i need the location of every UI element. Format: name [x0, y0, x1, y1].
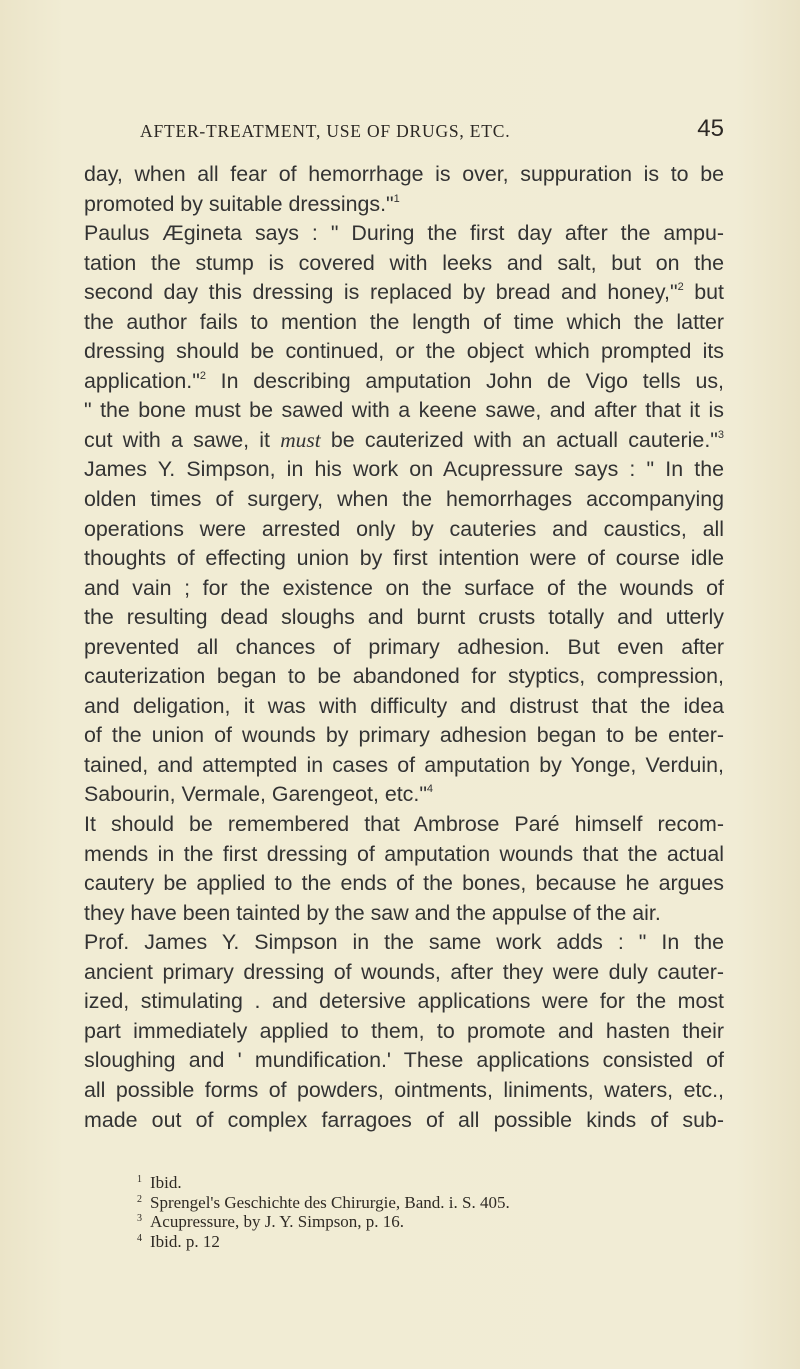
text-segment: Sabourin, Vermale, Garengeot, etc." — [84, 782, 427, 807]
text-segment: of the union of wounds by primary adhesion began to be enter- — [84, 723, 724, 748]
text-line — [84, 840, 724, 870]
text-line — [84, 751, 724, 781]
text-segment: cut with a sawe, it — [84, 427, 281, 452]
text-segment: sloughing and ' mundification.' These applications consisted of — [84, 1048, 724, 1073]
text-line — [84, 426, 724, 456]
text-segment: prevented all chances of primary adhesion. But even after — [84, 634, 724, 659]
text-segment: olden times of surgery, when the hemorrhages accompanying — [84, 487, 724, 512]
text-segment: but — [683, 280, 725, 305]
text-line — [84, 987, 724, 1017]
text-line — [84, 1017, 724, 1047]
text-line — [84, 1076, 724, 1106]
body-text — [84, 160, 724, 1135]
text-segment: It should be remembered that Ambrose Paré himself recom- — [84, 812, 724, 837]
text-segment: " the bone must be sawed with a keene sawe, and after that it is — [84, 398, 724, 423]
text-line — [84, 219, 724, 249]
text-segment: and vain ; for the existence on the surface of the wounds of — [84, 575, 724, 600]
text-line — [84, 899, 724, 929]
text-line — [84, 308, 724, 338]
text-segment: day, when all fear of hemorrhage is over, suppuration is to be — [84, 162, 724, 186]
text-segment: cautery be applied to the ends of the bones, because he argues — [84, 871, 724, 896]
text-segment: ized, stimulating . and detersive applications were for the most — [84, 989, 724, 1014]
text-line — [84, 455, 724, 485]
footnote-reference: 3 — [717, 428, 724, 441]
text-segment: Prof. James Y. Simpson in the same work adds : " In the — [84, 930, 724, 955]
footnote — [137, 1173, 737, 1193]
footnote-text: Ibid. — [150, 1173, 182, 1192]
text-segment: Paulus Ægineta says : " During the first day after the ampu- — [84, 221, 724, 246]
text-line — [84, 160, 724, 190]
footnote-text: Ibid. p. 12 — [150, 1231, 220, 1251]
footnote-text: Sprengel's Geschichte des Chirurgie, Band. i. S. 405. — [150, 1192, 510, 1212]
text-segment: and deligation, it was with difficulty and distrust that the idea — [84, 693, 724, 718]
text-segment: all possible forms of powders, ointments, liniments, waters, etc., — [84, 1077, 724, 1102]
footnote-reference: 2 — [677, 281, 684, 294]
text-line — [84, 603, 724, 633]
text-segment: tained, and attempted in cases of amputation by Yonge, Verduin, — [84, 752, 724, 777]
text-line — [84, 249, 724, 279]
text-segment: promoted by suitable dressings." — [84, 191, 394, 216]
footnote-mark: 2 — [137, 1193, 142, 1205]
text-line — [84, 721, 724, 751]
text-line — [84, 337, 724, 367]
running-title: AFTER-TREATMENT, USE OF DRUGS, ETC. — [140, 121, 511, 141]
text-line — [84, 278, 724, 308]
text-line — [84, 928, 724, 958]
text-line — [84, 633, 724, 663]
text-line — [84, 810, 724, 840]
text-line — [84, 367, 724, 397]
text-line — [84, 485, 724, 515]
footnote-mark: 1 — [137, 1174, 142, 1185]
text-segment: James Y. Simpson, in his work on Acupressure says : " In the — [84, 457, 724, 482]
footnote-reference: 2 — [199, 369, 206, 382]
text-line — [84, 544, 724, 574]
text-segment: dressing should be continued, or the object which prompted its — [84, 339, 724, 364]
text-segment: operations were arrested only by cauteries and caustics, all — [84, 516, 724, 541]
text-segment: part immediately applied to them, to promote and hasten their — [84, 1018, 724, 1043]
text-segment: they have been tainted by the saw and the appulse of the air. — [84, 900, 661, 925]
footnote — [137, 1232, 737, 1252]
text-line — [84, 190, 724, 220]
footnote-mark: 4 — [137, 1232, 142, 1244]
footnote-mark: 3 — [137, 1213, 142, 1224]
text-segment: tation the stump is covered with leeks and salt, but on the — [84, 250, 724, 275]
footnote — [137, 1193, 737, 1213]
text-segment: thoughts of effecting union by first intention were of course idle — [84, 546, 724, 571]
text-line — [84, 662, 724, 692]
footnote — [137, 1212, 737, 1232]
text-segment: be cauterized with an actuall cauterie." — [320, 427, 718, 452]
emphasized-text: must — [280, 427, 321, 452]
text-line — [84, 869, 724, 899]
text-segment: made out of complex farragoes of all possible kinds of sub- — [84, 1107, 724, 1132]
footnote-reference: 1 — [393, 192, 400, 205]
text-line — [84, 958, 724, 988]
text-line — [84, 1106, 724, 1136]
footnotes — [137, 1173, 737, 1251]
text-line — [84, 692, 724, 722]
text-line — [84, 396, 724, 426]
text-line — [84, 780, 724, 810]
text-line — [84, 574, 724, 604]
footnote-reference: 4 — [426, 783, 434, 796]
text-segment: In describing amputation John de Vigo tells us, — [205, 368, 724, 393]
text-segment: application." — [84, 368, 200, 393]
text-segment: mends in the first dressing of amputation wounds that the actual — [84, 841, 724, 866]
text-line — [84, 1046, 724, 1076]
page-number: 45 — [697, 115, 724, 142]
text-segment: the author fails to mention the length of time which the latter — [84, 309, 724, 334]
footnote-text: Acupressure, by J. Y. Simpson, p. 16. — [150, 1212, 405, 1231]
text-segment: the resulting dead sloughs and burnt crusts totally and utterly — [84, 605, 724, 630]
text-segment: cauterization began to be abandoned for styptics, compression, — [84, 664, 724, 689]
text-segment: second day this dressing is replaced by bread and honey," — [84, 280, 678, 305]
text-line — [84, 515, 724, 545]
page-header — [84, 117, 724, 147]
text-segment: ancient primary dressing of wounds, after they were duly cauter- — [84, 959, 724, 984]
